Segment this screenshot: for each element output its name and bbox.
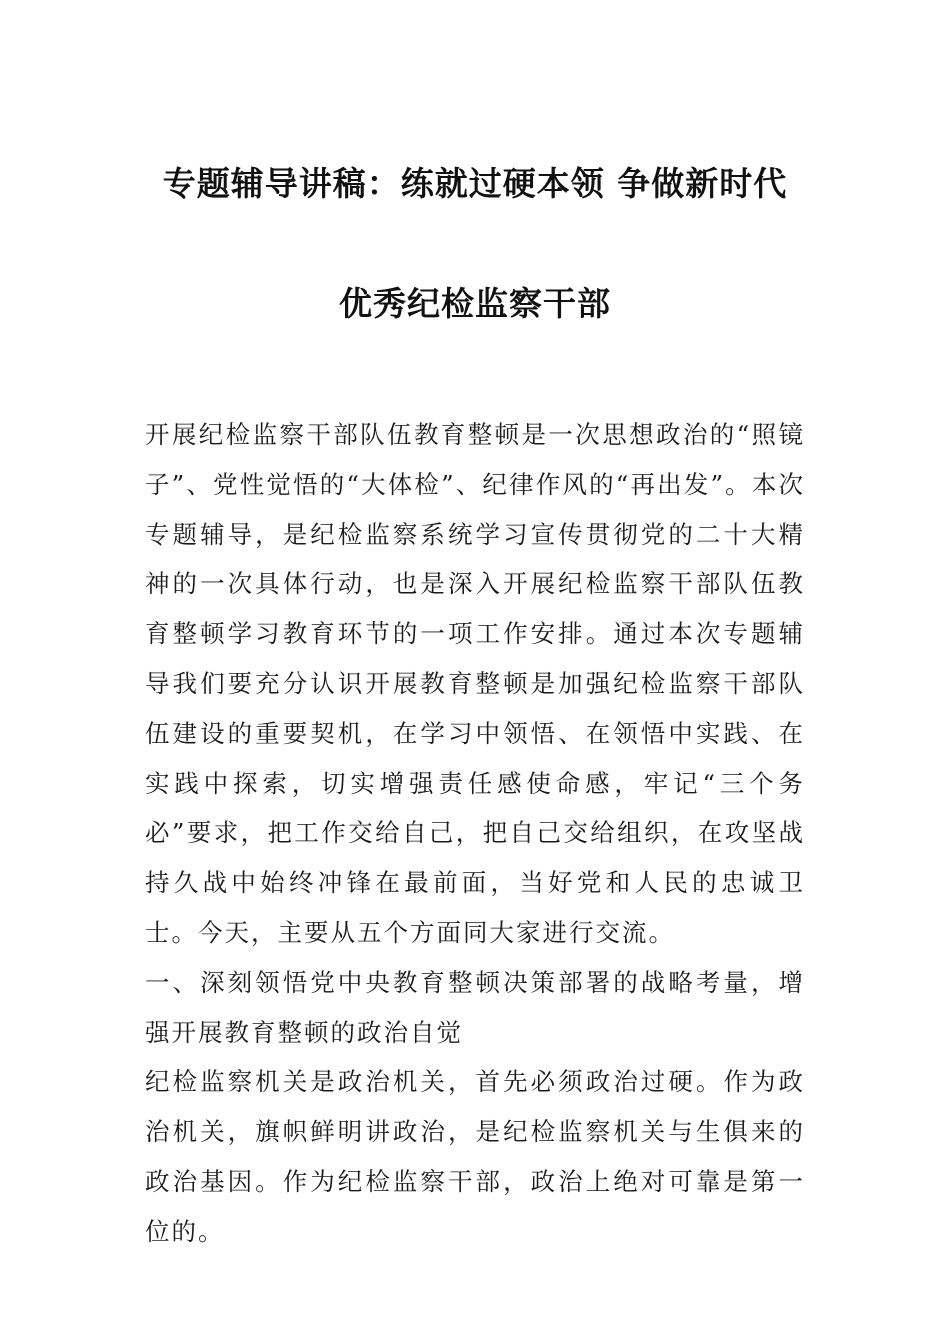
document-body <box>145 410 805 1257</box>
section-1-paragraph: 纪检监察机关是政治机关，首先必须政治过硬。作为政治机关，旗帜鲜明讲政治，是纪检监察机关与生俱来的政治基因。作为纪检监察干部，政治上绝对可靠是第一位的。 <box>145 1067 805 1246</box>
intro-paragraph: 开展纪检监察干部队伍教育整顿是一次思想政治的“照镜子”、党性觉悟的“大体检”、纪律作风的“再出发”。本次专题辅导，是纪检监察系统学习宣传贯彻党的二十大精神的一次具体行动，也是深入开展纪检监察干部队伍教育整顿学习教育环节的一项工作安排。通过本次专题辅导我们要充分认识开展教育整顿是加强纪检监察干部队伍建设的重要契机，在学习中领悟、在领悟中实践、在实践中探索，切实增强责任感使命感，牢记“三个务必”要求，把工作交给自己，把自己交给组织，在攻坚战持久战中始终冲锋在最前面，当好党和人民的忠诚卫士。今天，主要从五个方面同大家进行交流。 <box>145 420 805 947</box>
document-title-line-2: 优秀纪检监察干部 <box>339 284 611 323</box>
document-title-line-1: 专题辅导讲稿：练就过硬本领 争做新时代 <box>162 164 788 203</box>
section-heading-1: 一、深刻领悟党中央教育整顿决策部署的战略考量，增强开展教育整顿的政治自觉 <box>145 967 805 1047</box>
